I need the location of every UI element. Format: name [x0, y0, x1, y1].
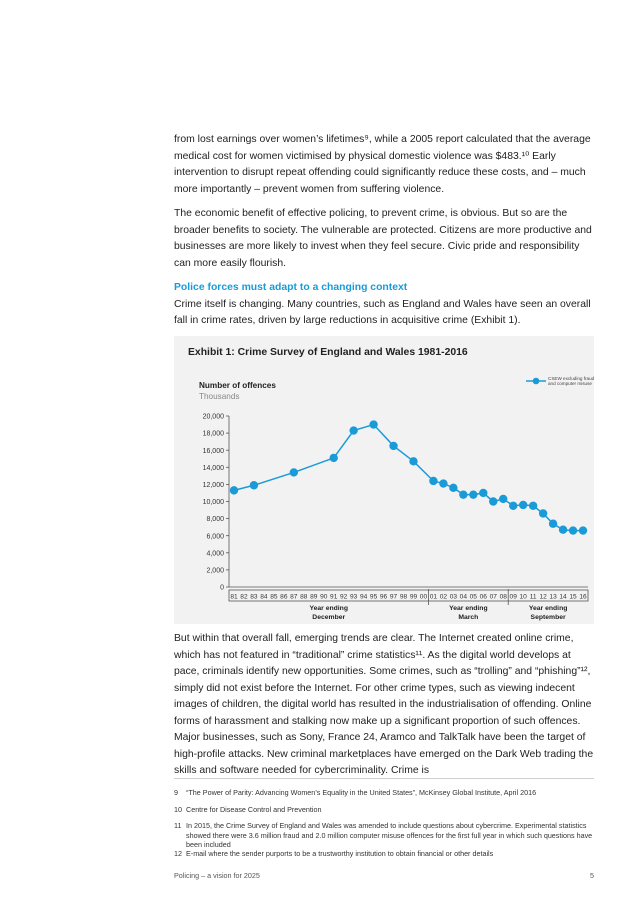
- x-tick-label: 98: [399, 593, 408, 601]
- data-point: [519, 501, 527, 509]
- x-tick-label: 93: [349, 593, 358, 601]
- data-point: [349, 426, 357, 434]
- data-point: [449, 484, 457, 492]
- paragraph-economic-benefit: The economic benefit of effective policing, to prevent crime, is obvious. But so are the broader benefits to society. The vulnerable are protected. Citizens are more productive and businesses are more likely to invest when they feel secure. Civic pride and responsibility can more easily flourish.: [174, 208, 592, 269]
- x-tick-label: 81: [230, 593, 238, 601]
- data-point: [250, 481, 258, 489]
- x-tick-label: 87: [290, 593, 298, 601]
- data-point: [230, 486, 238, 494]
- x-tick-label: 84: [260, 593, 268, 601]
- x-tick-label: 05: [469, 593, 477, 601]
- x-tick-label: 03: [449, 593, 458, 601]
- data-point: [539, 509, 547, 517]
- y-tick-label: 8,000: [206, 516, 224, 524]
- y-axis: [203, 414, 229, 592]
- data-point: [509, 502, 517, 510]
- x-tick-label: 90: [320, 593, 328, 601]
- x-axis: [229, 587, 588, 621]
- x-tick-label: 92: [340, 593, 348, 601]
- x-tick-label: 85: [270, 593, 278, 601]
- footnote-11: [174, 821, 594, 850]
- x-tick-label: 91: [330, 593, 338, 601]
- exhibit-title: Exhibit 1: Crime Survey of England and Wales 1981-2016: [188, 347, 468, 358]
- exhibit-panel: [174, 336, 594, 624]
- data-point: [549, 520, 557, 528]
- footnote-text: E-mail where the sender purports to be a trustworthy institution to obtain financial or other details: [186, 849, 494, 858]
- section-heading: Police forces must adapt to a changing context: [174, 282, 408, 293]
- x-group-label: Year ending September: [528, 605, 568, 621]
- data-point: [369, 420, 377, 428]
- x-tick-label: 11: [529, 593, 537, 601]
- footnote-text: “The Power of Parity: Advancing Women’s Equality in the United States”, McKinsey Global Institute, April 2016: [186, 788, 537, 797]
- footer-document-title: Policing – a vision for 2025: [174, 871, 260, 880]
- footnote-text: Centre for Disease Control and Prevention: [186, 805, 322, 814]
- data-point: [459, 490, 467, 498]
- series-line: [234, 425, 583, 531]
- data-point: [409, 457, 417, 465]
- x-tick-label: 15: [569, 593, 577, 601]
- y-tick-label: 12,000: [202, 482, 224, 489]
- y-tick-label: 0: [220, 584, 224, 592]
- y-axis-unit: Thousands: [199, 392, 240, 401]
- x-tick-label: 13: [549, 593, 557, 601]
- x-tick-label: 16: [579, 593, 587, 601]
- footnote-text: In 2015, the Crime Survey of England and Wales was amended to include questions about cybercrime. Experimental statistics showed there were 3.6 million fraud and 2.0 million computer misuse offences for the first full year in which such questions have been included: [186, 821, 593, 849]
- plot-area: [230, 420, 587, 534]
- x-tick-label: 86: [280, 593, 288, 601]
- x-tick-label: 94: [359, 593, 368, 601]
- x-tick-label: 08: [499, 593, 507, 601]
- x-tick-label: 97: [389, 593, 398, 601]
- x-group-label: Year ending March: [449, 605, 488, 621]
- data-point: [529, 502, 537, 510]
- x-tick-label: 95: [369, 593, 378, 601]
- data-point: [429, 477, 437, 485]
- x-tick-label: 04: [459, 593, 468, 601]
- paragraph-emerging-trends: But within that overall fall, emerging trends are clear. The Internet created online crime, which has not featured in “traditional” crime statistics¹¹. As the digital world develops at pace, criminals identify new opportunities. Some crimes, such as “trolling” and “phishing”¹², simply did not exist before the Internet. For other crime types, such as viewing indecent images of children, the digital world has resulted in the industrialisation of offending. Online forms of harassment and stalking now make up a significant proportion of such offences. Major businesses, such as Sony, France 24, Aramco and TalkTalk have been the target of high-profile attacks. New criminal marketplaces have emerged on the Dark Web trading the skills and software needed for cybercriminality. Crime is: [174, 633, 594, 776]
- data-point: [330, 454, 338, 462]
- data-point: [389, 442, 397, 450]
- x-tick-label: 89: [310, 593, 318, 601]
- data-point: [469, 490, 477, 498]
- footnote-9: [174, 788, 594, 798]
- footnote-10: [174, 805, 594, 815]
- data-point: [579, 526, 587, 534]
- y-tick-label: 16,000: [202, 447, 224, 455]
- footnote-number: 12: [174, 849, 182, 858]
- section-paragraph: [174, 280, 594, 330]
- legend: [526, 376, 594, 386]
- y-tick-label: 4,000: [206, 550, 224, 558]
- paragraph-crime-changing: Many countries, such as England and Wales have seen an overall fall in crime rates, driven by large reductions in acquisitive crime (Exhibit 1).: [174, 298, 591, 326]
- y-tick-label: 20,000: [202, 413, 224, 421]
- legend-marker: [533, 378, 540, 385]
- footnote-number: 9: [174, 788, 178, 797]
- data-point: [479, 489, 487, 497]
- lead-sentence: Crime itself is changing.: [174, 298, 285, 310]
- data-point: [559, 526, 567, 534]
- footnote-divider: [174, 778, 594, 779]
- data-point: [489, 497, 497, 505]
- y-axis-title: Number of offences: [199, 381, 276, 390]
- y-tick-label: 6,000: [206, 533, 224, 541]
- legend-label: CSEW excluding fraud and computer misuse: [548, 376, 594, 386]
- data-point: [439, 479, 447, 487]
- footnote-12: [174, 849, 594, 859]
- x-group-label: Year ending December: [309, 605, 348, 621]
- x-tick-label: 10: [519, 593, 527, 601]
- x-tick-label: 02: [439, 593, 448, 601]
- x-tick-label: 01: [429, 593, 438, 601]
- x-tick-label: 12: [539, 593, 547, 601]
- data-point: [569, 526, 577, 534]
- x-tick-label: 00: [419, 593, 428, 601]
- x-tick-label: 82: [240, 593, 248, 601]
- footnote-number: 10: [174, 805, 182, 814]
- x-tick-label: 06: [479, 593, 487, 601]
- paragraph-cost-of-violence: from lost earnings over women’s lifetimes⁹, while a 2005 report calculated that the average medical cost for women victimised by physical domestic violence was $483.¹⁰ Early intervention to disrupt repeat offending could significantly reduce these costs, and – much more importantly – prevent women from suffering violence.: [174, 134, 591, 195]
- crime-survey-chart: [174, 336, 594, 624]
- y-tick-label: 18,000: [202, 430, 224, 438]
- page-number: 5: [590, 871, 594, 880]
- x-tick-label: 96: [379, 593, 388, 601]
- x-tick-label: 99: [409, 593, 418, 601]
- footnote-number: 11: [174, 821, 182, 830]
- data-point: [499, 495, 507, 503]
- y-tick-label: 10,000: [202, 499, 224, 507]
- data-point: [290, 468, 298, 476]
- x-tick-label: 83: [250, 593, 258, 601]
- x-tick-label: 07: [489, 593, 497, 601]
- x-tick-label: 14: [559, 593, 567, 601]
- x-tick-label: 09: [509, 593, 517, 601]
- y-tick-label: 2,000: [206, 567, 224, 575]
- y-tick-label: 14,000: [202, 464, 224, 472]
- x-tick-label: 88: [300, 593, 308, 601]
